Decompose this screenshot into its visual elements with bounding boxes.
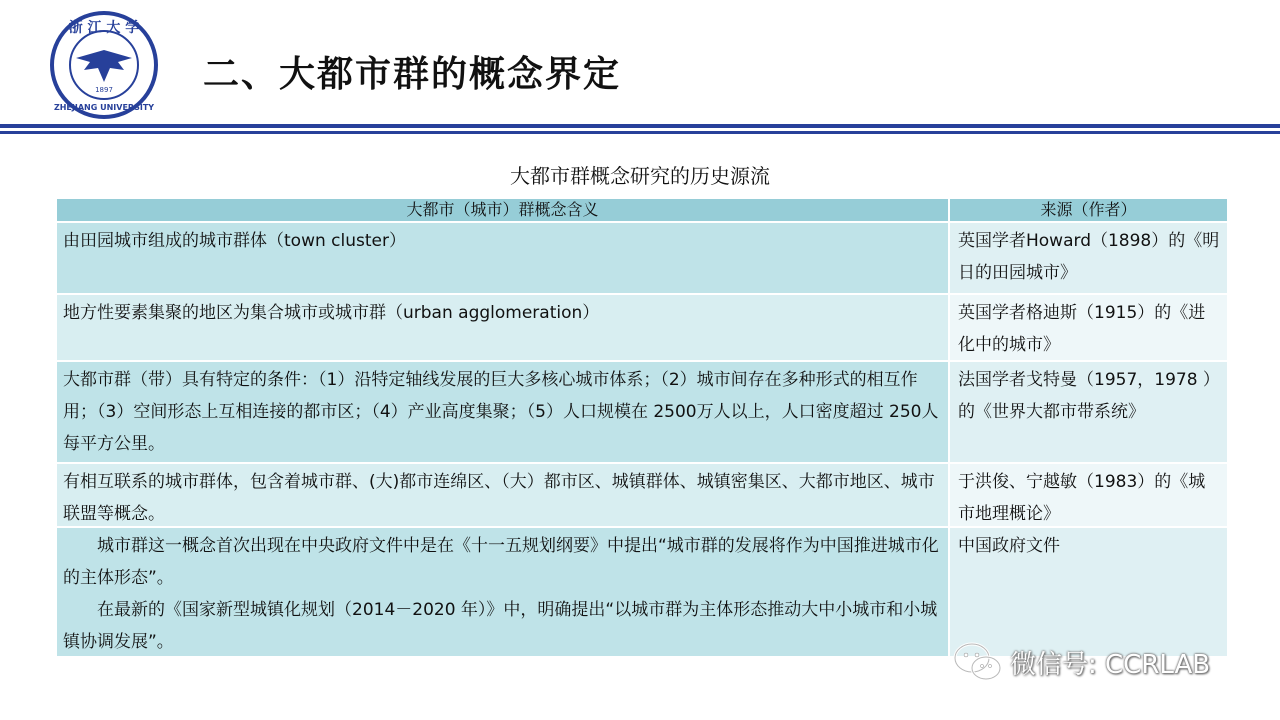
zhejiang-university-logo (34, 10, 174, 120)
column-header-source: 来源（作者） (950, 199, 1227, 221)
concept-table (57, 199, 1227, 658)
meaning-cell: 有相互联系的城市群体，包含着城市群、(大)都市连绵区、（大）都市区、城镇群体、城镇密集区、大都市地区、城市联盟等概念。 (57, 464, 950, 526)
table-row (57, 464, 1227, 528)
svg-text:浙 江 大 学: 浙 江 大 学 (68, 20, 140, 36)
table-caption: 大都市群概念研究的历史源流 (510, 164, 770, 188)
table-row (57, 528, 1227, 658)
table-row (57, 223, 1227, 295)
meaning-cell: 地方性要素集聚的地区为集合城市或城市群（urban agglomeration） (57, 295, 950, 360)
meaning-paragraph: 在最新的《国家新型城镇化规划（2014－2020 年）》中，明确提出“以城市群为主体形态推动大中小城市和小城镇协调发展”。 (63, 600, 938, 652)
source-cell: 于洪俊、宁越敏（1983）的《城市地理概论》 (950, 464, 1227, 526)
wechat-watermark (952, 640, 1210, 684)
meaning-cell: 由田园城市组成的城市群体（town cluster） (57, 223, 950, 293)
meaning-cell (57, 528, 950, 656)
table-row (57, 295, 1227, 362)
watermark-text: 微信号: CCRLAB (1010, 649, 1211, 680)
header-rule (0, 124, 1280, 128)
svg-text:1897: 1897 (95, 86, 113, 94)
source-cell: 英国学者Howard（1898）的《明日的田园城市》 (950, 223, 1227, 293)
source-cell: 法国学者戈特曼（1957，1978 ）的《世界大都市带系统》 (950, 362, 1227, 462)
meaning-cell: 大都市群（带）具有特定的条件：（1）沿特定轴线发展的巨大多核心城市体系；（2）城市间存在多种形式的相互作用；（3）空间形态上互相连接的都市区；（4）产业高度集聚；（5）人口规模在 2500万人以上，人口密度超过 250人每平方公里。 (57, 362, 950, 462)
table-header-row (57, 199, 1227, 223)
slide-title: 二、大都市群的概念界定 (203, 54, 622, 95)
source-cell: 英国学者格迪斯（1915）的《进化中的城市》 (950, 295, 1227, 360)
meaning-paragraph: 城市群这一概念首次出现在中央政府文件中是在《十一五规划纲要》中提出“城市群的发展将作为中国推进城市化的主体形态”。 (63, 536, 939, 588)
svg-text:ZHEJIANG UNIVERSITY: ZHEJIANG UNIVERSITY (53, 103, 155, 112)
column-header-meaning: 大都市（城市）群概念含义 (57, 199, 950, 221)
header-rule-thin (0, 131, 1280, 134)
source-cell: 中国政府文件 (950, 528, 1227, 656)
table-row (57, 362, 1227, 464)
wechat-icon (952, 640, 1004, 684)
